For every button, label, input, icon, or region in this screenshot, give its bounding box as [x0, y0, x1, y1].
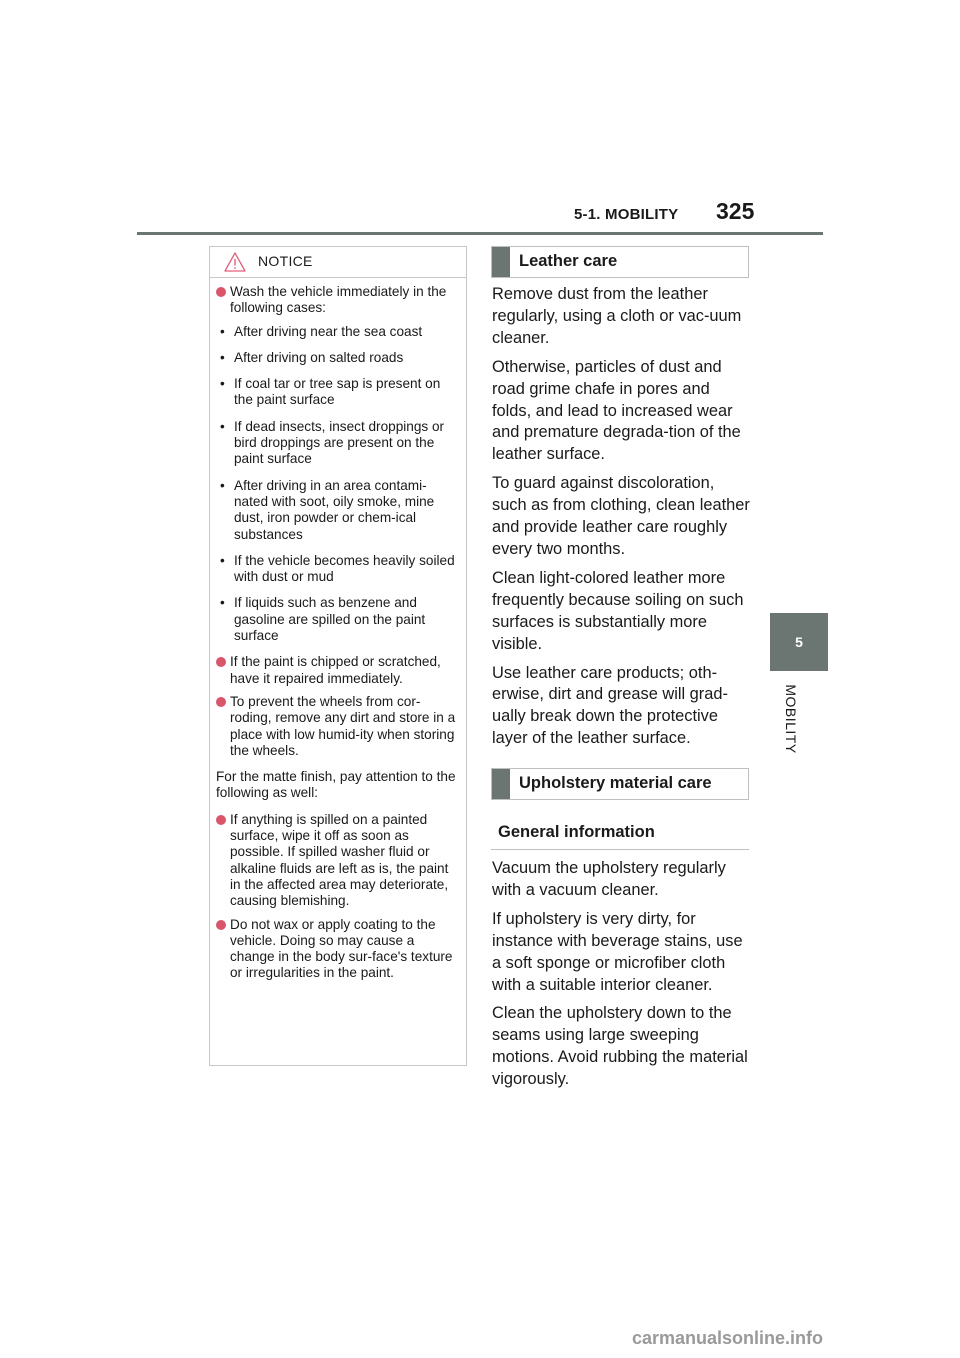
paragraph: Clean light-colored leather more frequently because soiling on such surfaces is substantially more visible.	[492, 568, 744, 653]
page-number: 325	[716, 198, 755, 224]
chapter-side-label: MOBILITY	[783, 684, 799, 754]
notice-case: • After driving in an area contami-nated with soot, oily smoke, mine dust, iron powder or chem-ical substances	[220, 477, 435, 542]
warning-triangle-icon	[224, 252, 246, 272]
heading-bar	[492, 769, 510, 799]
header-divider	[137, 232, 823, 235]
notice-title: NOTICE	[258, 253, 313, 269]
bullet-dot-icon	[216, 657, 226, 667]
paragraph: Remove dust from the leather regularly, using a cloth or vac-uum cleaner.	[492, 285, 742, 347]
heading-bar	[492, 247, 510, 277]
paragraph: Otherwise, particles of dust and road grime chafe in pores and folds, and lead to increased wear and premature degrada-tion of the leather surface.	[492, 357, 741, 464]
paragraph: Use leather care products; oth-erwise, dirt and grease will grad-ually break down the protective layer of the leather surface.	[492, 663, 728, 748]
chapter-number: 5	[795, 634, 803, 650]
notice-bullet: Wash the vehicle immediately in the following cases:	[216, 284, 460, 317]
bullet-dot-icon	[216, 920, 226, 930]
bullet-dot-icon	[216, 815, 226, 825]
notice-case: • If dead insects, insect droppings or bird droppings are present on the paint surface	[220, 418, 445, 467]
notice-body	[210, 278, 466, 982]
paragraph: If upholstery is very dirty, for instance with beverage stains, use a soft sponge or microfiber cloth with a suitable interior cleaner.	[492, 909, 743, 994]
paragraph: To guard against discoloration, such as from clothing, clean leather and provide leather care roughly every two months.	[492, 474, 750, 558]
notice-header	[210, 247, 466, 278]
notice-case: • After driving near the sea coast	[220, 323, 423, 339]
notice-bullet: If the paint is chipped or scratched, have it repaired immediately.	[216, 654, 460, 687]
notice-box	[209, 246, 467, 1066]
leather-care-heading: Leather care	[491, 246, 749, 278]
bullet-dot-icon	[216, 287, 226, 297]
section-title: 5-1. MOBILITY	[574, 206, 679, 223]
notice-bullet: To prevent the wheels from cor-roding, remove any dirt and store in a place with low humid-ity when storing the wheels.	[216, 694, 460, 759]
leather-care-text	[492, 284, 752, 757]
notice-case: • If coal tar or tree sap is present on the paint surface	[220, 376, 441, 408]
general-information-subheading: General information	[491, 820, 749, 850]
watermark: carmanualsonline.info	[632, 1328, 824, 1348]
paragraph: Vacuum the upholstery regularly with a vacuum cleaner.	[492, 859, 726, 899]
notice-case: • If liquids such as benzene and gasoline are spilled on the paint surface	[220, 595, 426, 644]
upholstery-care-heading: Upholstery material care	[491, 768, 749, 800]
notice-case: • After driving on salted roads	[220, 349, 404, 365]
notice-case: • If the vehicle becomes heavily soiled with dust or mud	[220, 552, 455, 585]
notice-bullet: If anything is spilled on a painted surface, wipe it off as soon as possible. If spilled washer fluid or alkaline fluids are left as is, the paint in the affected area may deteriorate, causing blemishing.	[216, 812, 460, 910]
upholstery-care-text	[492, 858, 752, 1098]
paragraph: Clean the upholstery down to the seams using large sweeping motions. Avoid rubbing the material vigorously.	[492, 1004, 748, 1089]
notice-matte-intro: For the matte finish, pay attention to the following as well:	[216, 769, 456, 801]
chapter-tab	[770, 613, 828, 671]
bullet-dot-icon	[216, 697, 226, 707]
notice-bullet: Do not wax or apply coating to the vehicle. Doing so may cause a change in the body sur-face's texture or irregularities in the paint.	[216, 917, 460, 982]
